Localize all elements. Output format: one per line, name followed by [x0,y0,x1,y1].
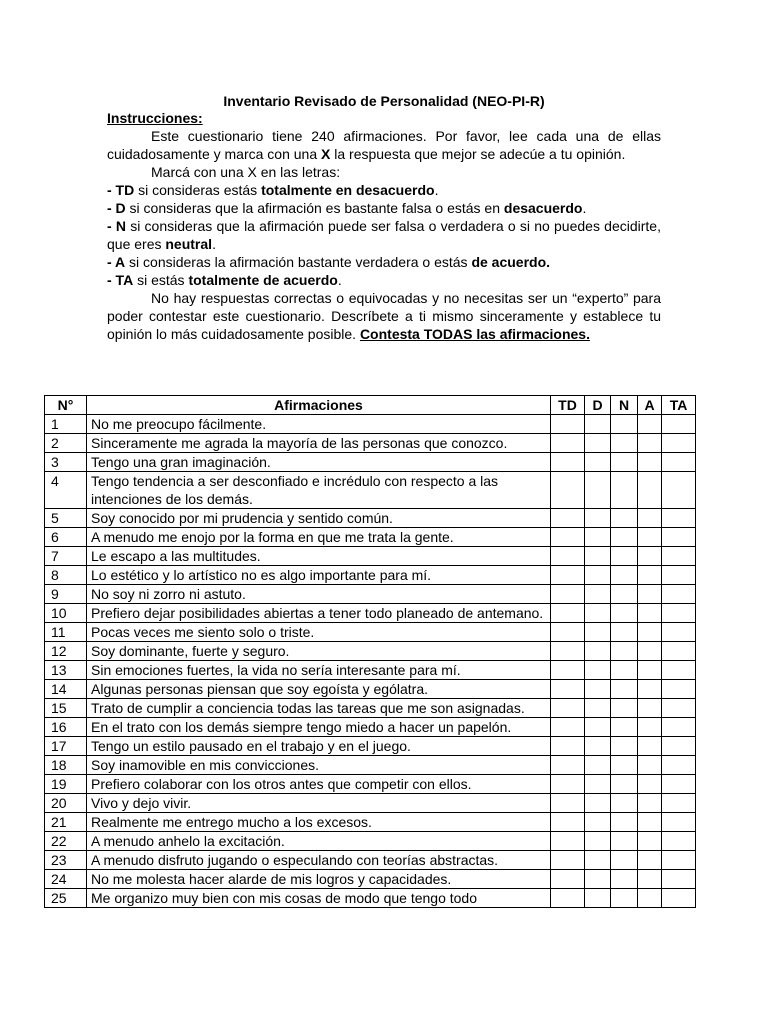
item-number: 13 [45,661,87,680]
answer-cell-ta[interactable] [662,453,696,472]
table-row [45,737,696,756]
answer-cell-d[interactable] [585,718,611,737]
answer-cell-n[interactable] [611,415,638,434]
answer-cell-n[interactable] [611,889,638,908]
item-statement: Sin emociones fuertes, la vida no sería interesante para mí. [87,661,551,680]
item-number: 17 [45,737,87,756]
table-row [45,434,696,453]
item-statement: Tengo un estilo pausado en el trabajo y en el juego. [87,737,551,756]
item-statement: Tengo tendencia a ser desconfiado e incrédulo con respecto a las intenciones de los demás. [87,472,551,509]
item-number: 15 [45,699,87,718]
answer-cell-a[interactable] [638,889,662,908]
answer-cell-d[interactable] [585,737,611,756]
table-row [45,547,696,566]
answer-cell-ta[interactable] [662,509,696,528]
answer-cell-a[interactable] [638,775,662,794]
item-statement: No soy ni zorro ni astuto. [87,585,551,604]
table-row [45,509,696,528]
answer-cell-d[interactable] [585,889,611,908]
answer-cell-ta[interactable] [662,737,696,756]
item-number: 14 [45,680,87,699]
answer-cell-n[interactable] [611,737,638,756]
answer-cell-d[interactable] [585,870,611,889]
item-statement: Prefiero colaborar con los otros antes que competir con ellos. [87,775,551,794]
answer-cell-a[interactable] [638,472,662,509]
answer-cell-d[interactable] [585,509,611,528]
page-title: Inventario Revisado de Personalidad (NEO-PI-R) [223,93,545,109]
instructions-closing: No hay respuestas correctas o equivocadas y no necesitas ser un “experto” para poder contestar este cuestionario. Descríbete a ti mismo sinceramente y establece tu opinión lo más cuidadosamente posible. Contesta TODAS las afirmaciones. [107,290,661,342]
answer-cell-ta[interactable] [662,585,696,604]
table-row [45,642,696,661]
answer-cell-d[interactable] [585,547,611,566]
item-number: 4 [45,472,87,509]
item-statement: A menudo disfruto jugando o especulando con teorías abstractas. [87,851,551,870]
answer-cell-a[interactable] [638,851,662,870]
answer-cell-n[interactable] [611,528,638,547]
answer-cell-d[interactable] [585,832,611,851]
answer-cell-d[interactable] [585,661,611,680]
answer-cell-d[interactable] [585,604,611,623]
answer-cell-ta[interactable] [662,623,696,642]
answer-cell-d[interactable] [585,585,611,604]
header-td: TD [551,396,585,415]
answer-cell-d[interactable] [585,680,611,699]
item-number: 1 [45,415,87,434]
answer-cell-a[interactable] [638,547,662,566]
answer-cell-td[interactable] [551,642,585,661]
item-statement: No me preocupo fácilmente. [87,415,551,434]
answer-cell-td[interactable] [551,870,585,889]
answer-cell-td[interactable] [551,547,585,566]
answer-cell-d[interactable] [585,528,611,547]
answer-cell-d[interactable] [585,775,611,794]
item-statement: Lo estético y lo artístico no es algo importante para mí. [87,566,551,585]
header-ta: TA [662,396,696,415]
table-row [45,566,696,585]
item-statement: Tengo una gran imaginación. [87,453,551,472]
table-row [45,472,696,509]
answer-cell-td[interactable] [551,415,585,434]
table-row [45,415,696,434]
table-row [45,832,696,851]
answer-cell-td[interactable] [551,453,585,472]
item-number: 25 [45,889,87,908]
answer-cell-n[interactable] [611,585,638,604]
answer-cell-ta[interactable] [662,813,696,832]
answer-cell-ta[interactable] [662,889,696,908]
answer-cell-n[interactable] [611,794,638,813]
table-row [45,718,696,737]
answer-cell-d[interactable] [585,642,611,661]
item-number: 18 [45,756,87,775]
item-number: 2 [45,434,87,453]
answer-cell-a[interactable] [638,832,662,851]
answer-cell-a[interactable] [638,718,662,737]
answer-cell-n[interactable] [611,661,638,680]
answer-cell-d[interactable] [585,434,611,453]
item-number: 24 [45,870,87,889]
answer-cell-n[interactable] [611,434,638,453]
table-row [45,623,696,642]
answer-cell-n[interactable] [611,775,638,794]
answer-cell-a[interactable] [638,813,662,832]
answer-cell-n[interactable] [611,680,638,699]
answer-cell-a[interactable] [638,415,662,434]
answer-cell-td[interactable] [551,434,585,453]
answer-cell-a[interactable] [638,566,662,585]
instructions-heading: Instrucciones: [107,110,203,126]
header-a: A [638,396,662,415]
answer-cell-ta[interactable] [662,718,696,737]
answer-cell-ta[interactable] [662,661,696,680]
item-statement: Le escapo a las multitudes. [87,547,551,566]
answer-cell-a[interactable] [638,870,662,889]
item-statement: Soy inamovible en mis convicciones. [87,756,551,775]
answer-cell-n[interactable] [611,756,638,775]
answer-cell-td[interactable] [551,756,585,775]
answer-cell-a[interactable] [638,680,662,699]
answer-cell-td[interactable] [551,623,585,642]
header-number: N° [45,396,87,415]
answer-cell-d[interactable] [585,623,611,642]
item-number: 6 [45,528,87,547]
answer-cell-a[interactable] [638,661,662,680]
table-row [45,775,696,794]
option-n: - N si consideras que la afirmación puede ser falsa o verdadera o si no puedes decidirte, que eres neutral. [107,218,661,252]
item-statement: Vivo y dejo vivir. [87,794,551,813]
option-d: - D si consideras que la afirmación es bastante falsa o estás en desacuerdo. [107,200,587,216]
answer-cell-td[interactable] [551,680,585,699]
answer-cell-n[interactable] [611,832,638,851]
answer-cell-n[interactable] [611,547,638,566]
answer-cell-ta[interactable] [662,699,696,718]
table-row [45,756,696,775]
answer-cell-td[interactable] [551,528,585,547]
answer-cell-n[interactable] [611,509,638,528]
table-row [45,661,696,680]
header-d: D [585,396,611,415]
answer-cell-d[interactable] [585,472,611,509]
item-statement: En el trato con los demás siempre tengo miedo a hacer un papelón. [87,718,551,737]
item-statement: No me molesta hacer alarde de mis logros y capacidades. [87,870,551,889]
answer-cell-n[interactable] [611,699,638,718]
item-statement: Algunas personas piensan que soy egoísta y ególatra. [87,680,551,699]
answer-cell-n[interactable] [611,642,638,661]
answer-cell-td[interactable] [551,509,585,528]
table-row [45,813,696,832]
answer-cell-a[interactable] [638,509,662,528]
answer-cell-d[interactable] [585,453,611,472]
table-row [45,870,696,889]
answer-cell-td[interactable] [551,718,585,737]
table-row [45,453,696,472]
answer-cell-ta[interactable] [662,775,696,794]
answer-cell-n[interactable] [611,870,638,889]
item-number: 22 [45,832,87,851]
answer-cell-ta[interactable] [662,870,696,889]
item-number: 7 [45,547,87,566]
answer-cell-n[interactable] [611,604,638,623]
answer-cell-ta[interactable] [662,680,696,699]
answer-cell-td[interactable] [551,775,585,794]
answer-cell-n[interactable] [611,718,638,737]
answer-cell-td[interactable] [551,851,585,870]
item-number: 21 [45,813,87,832]
answer-cell-a[interactable] [638,642,662,661]
answer-cell-ta[interactable] [662,566,696,585]
answer-cell-ta[interactable] [662,528,696,547]
answer-cell-a[interactable] [638,699,662,718]
answer-cell-d[interactable] [585,415,611,434]
answer-cell-td[interactable] [551,661,585,680]
answer-cell-n[interactable] [611,566,638,585]
answer-cell-td[interactable] [551,604,585,623]
instructions-paragraph-2: Marcá con una X en las letras: [151,164,341,180]
answer-cell-ta[interactable] [662,415,696,434]
instructions-section [107,109,661,343]
answer-cell-ta[interactable] [662,851,696,870]
item-statement: A menudo me enojo por la forma en que me trata la gente. [87,528,551,547]
answer-cell-n[interactable] [611,851,638,870]
item-statement: Soy dominante, fuerte y seguro. [87,642,551,661]
item-statement: Prefiero dejar posibilidades abiertas a tener todo planeado de antemano. [87,604,551,623]
answer-cell-td[interactable] [551,699,585,718]
item-statement: Sinceramente me agrada la mayoría de las personas que conozco. [87,434,551,453]
answer-cell-n[interactable] [611,472,638,509]
answer-cell-d[interactable] [585,851,611,870]
header-statements: Afirmaciones [87,396,551,415]
item-statement: Pocas veces me siento solo o triste. [87,623,551,642]
item-number: 3 [45,453,87,472]
item-number: 20 [45,794,87,813]
answer-cell-ta[interactable] [662,472,696,509]
answer-cell-a[interactable] [638,434,662,453]
table-row [45,585,696,604]
option-td: - TD si consideras estás totalmente en desacuerdo. [107,182,439,198]
item-statement: A menudo anhelo la excitación. [87,832,551,851]
answer-cell-n[interactable] [611,453,638,472]
answer-cell-a[interactable] [638,604,662,623]
answer-cell-a[interactable] [638,623,662,642]
answer-cell-td[interactable] [551,889,585,908]
table-row [45,794,696,813]
table-row [45,851,696,870]
answer-cell-ta[interactable] [662,832,696,851]
item-number: 9 [45,585,87,604]
answer-cell-d[interactable] [585,566,611,585]
header-n: N [611,396,638,415]
item-number: 10 [45,604,87,623]
answer-cell-td[interactable] [551,566,585,585]
answer-cell-d[interactable] [585,699,611,718]
answer-cell-ta[interactable] [662,794,696,813]
item-statement: Trato de cumplir a conciencia todas las tareas que me son asignadas. [87,699,551,718]
answer-cell-d[interactable] [585,756,611,775]
answer-cell-a[interactable] [638,528,662,547]
answer-cell-td[interactable] [551,832,585,851]
item-number: 16 [45,718,87,737]
item-number: 12 [45,642,87,661]
answer-cell-ta[interactable] [662,642,696,661]
answer-cell-td[interactable] [551,472,585,509]
answer-cell-d[interactable] [585,813,611,832]
item-number: 19 [45,775,87,794]
item-number: 11 [45,623,87,642]
instructions-paragraph-1: Este cuestionario tiene 240 afirmaciones. Por favor, lee cada una de ellas cuidadosamente y marca con una X la respuesta que mejor se adecúe a tu opinión. [107,128,661,162]
option-ta: - TA si estás totalmente de acuerdo. [107,272,342,288]
item-statement: Soy conocido por mi prudencia y sentido común. [87,509,551,528]
item-statement: Me organizo muy bien con mis cosas de modo que tengo todo [87,889,551,908]
answer-cell-ta[interactable] [662,547,696,566]
table-row [45,528,696,547]
table-header-row [45,396,696,415]
answer-cell-n[interactable] [611,623,638,642]
table-row [45,699,696,718]
answer-cell-n[interactable] [611,813,638,832]
table-row [45,680,696,699]
option-a: - A si consideras la afirmación bastante verdadera o estás de acuerdo. [107,254,551,270]
answer-cell-td[interactable] [551,737,585,756]
questionnaire-table [44,395,696,908]
answer-cell-a[interactable] [638,794,662,813]
answer-cell-td[interactable] [551,813,585,832]
table-row [45,604,696,623]
table-row [45,889,696,908]
answer-cell-ta[interactable] [662,604,696,623]
item-number: 23 [45,851,87,870]
answer-cell-d[interactable] [585,794,611,813]
item-number: 8 [45,566,87,585]
answer-cell-a[interactable] [638,585,662,604]
answer-cell-ta[interactable] [662,434,696,453]
item-number: 5 [45,509,87,528]
answer-cell-a[interactable] [638,756,662,775]
answer-cell-a[interactable] [638,737,662,756]
answer-cell-a[interactable] [638,453,662,472]
answer-cell-td[interactable] [551,585,585,604]
table-body [45,415,696,908]
item-statement: Realmente me entrego mucho a los excesos. [87,813,551,832]
answer-cell-ta[interactable] [662,756,696,775]
answer-cell-td[interactable] [551,794,585,813]
